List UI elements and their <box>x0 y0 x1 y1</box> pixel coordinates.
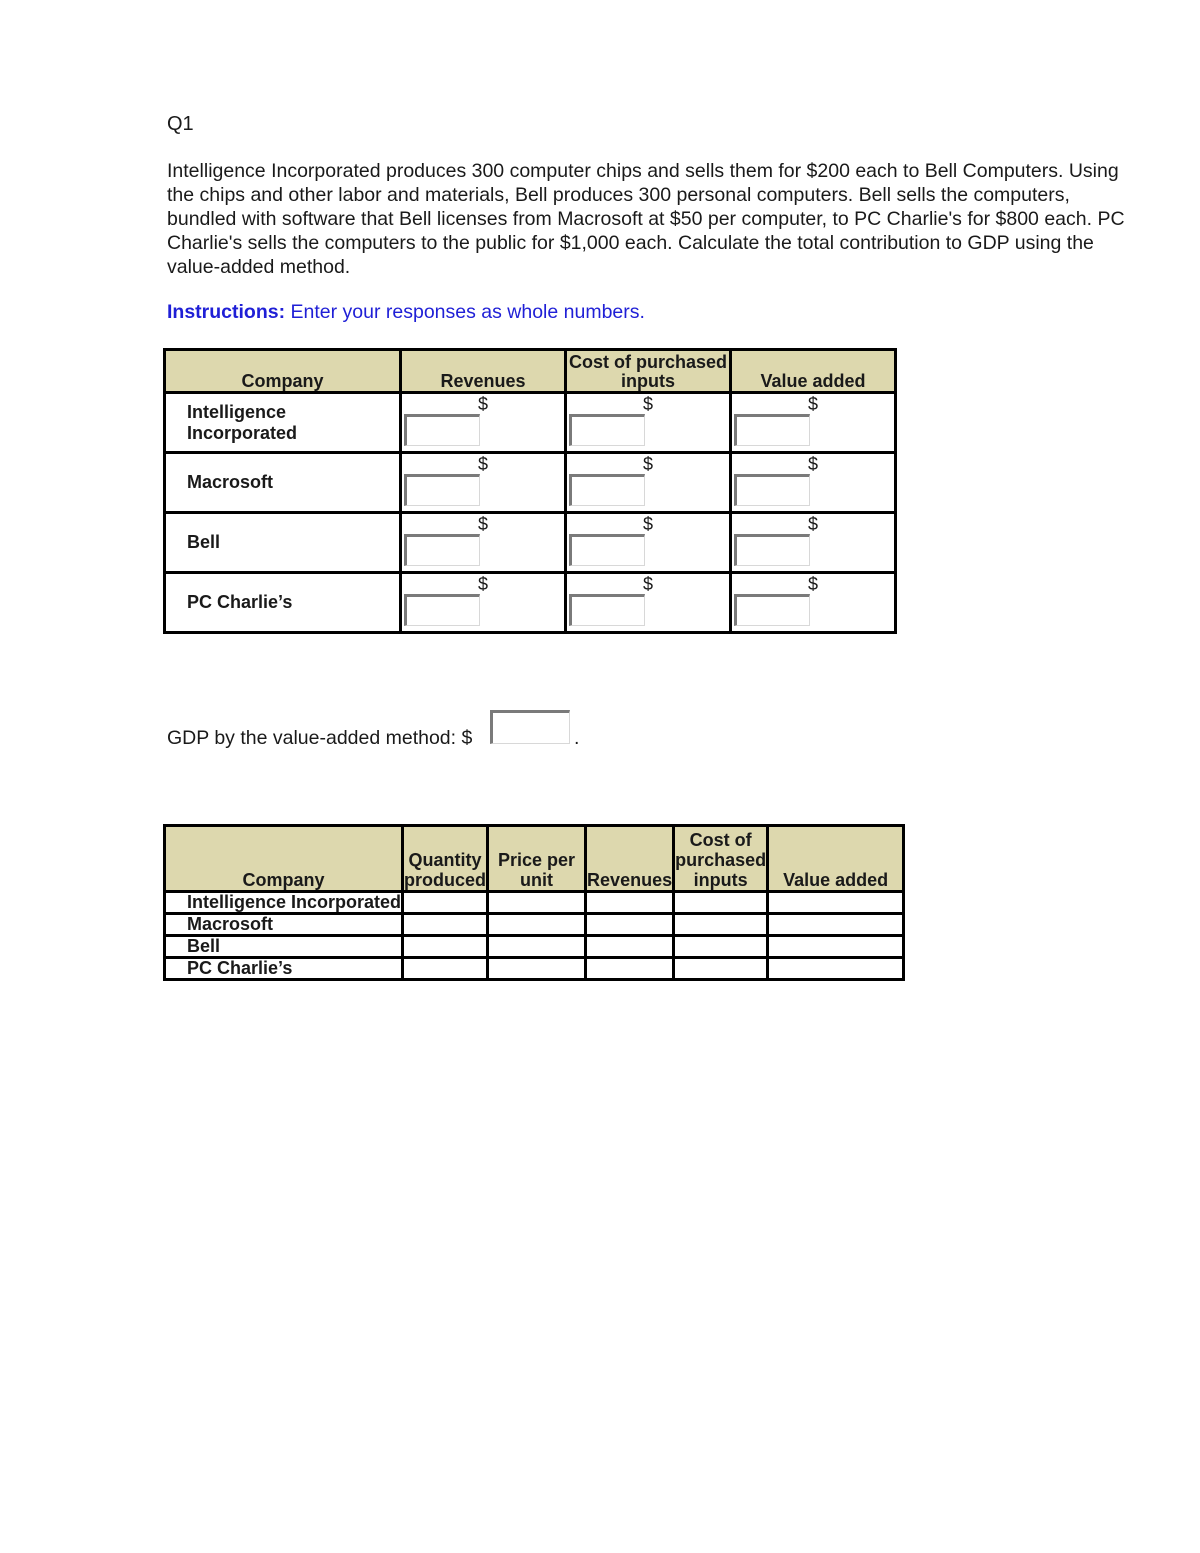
revenues-input[interactable] <box>404 534 480 566</box>
cost-input[interactable] <box>569 414 645 446</box>
gdp-input[interactable] <box>490 710 570 744</box>
currency-symbol: $ <box>642 574 653 594</box>
header-value-added: Value added <box>768 826 904 892</box>
value-added-cell[interactable] <box>768 936 904 958</box>
gdp-label: GDP by the value-added method: $ <box>167 727 473 749</box>
company-name: Macrosoft <box>165 914 403 936</box>
revenues-cell[interactable] <box>586 892 674 914</box>
company-name: PC Charlie’s <box>165 573 401 633</box>
value-added-input[interactable] <box>734 594 810 626</box>
summary-table <box>163 824 905 981</box>
instructions-label: Instructions: <box>167 301 286 323</box>
question-text: Intelligence Incorporated produces 300 computer chips and sells them for $200 each to Bell Computers. Using the chips and other labor and materials, Bell produces 300 personal computers. Bell sells the computers, bundled with software that Bell licenses from Macrosoft at $50 per computer, to PC Charlie's for $800 each. PC Charlie's sells the computers to the public for $1,000 each. Calculate the total contribution to GDP using the value-added method. <box>167 160 1125 278</box>
currency-symbol: $ <box>807 454 818 474</box>
quantity-cell[interactable] <box>403 914 488 936</box>
quantity-cell[interactable] <box>403 892 488 914</box>
cost-input[interactable] <box>569 474 645 506</box>
company-name: Intelligence Incorporated <box>165 393 401 453</box>
table-row <box>165 958 904 980</box>
price-cell[interactable] <box>488 958 586 980</box>
currency-symbol: $ <box>807 514 818 534</box>
value-added-cell[interactable] <box>768 914 904 936</box>
cost-input[interactable] <box>569 594 645 626</box>
currency-symbol: $ <box>807 574 818 594</box>
currency-symbol: $ <box>642 454 653 474</box>
question-number: Q1 <box>167 113 194 135</box>
value-added-input[interactable] <box>734 474 810 506</box>
cost-cell[interactable] <box>674 914 768 936</box>
company-name: Bell <box>165 513 401 573</box>
table-row <box>165 892 904 914</box>
header-cost-of-purchased-inputs: Cost of purchased inputs <box>674 826 768 892</box>
table-row <box>165 453 896 513</box>
cost-cell[interactable] <box>674 936 768 958</box>
currency-symbol: $ <box>477 514 488 534</box>
table-row <box>165 914 904 936</box>
instructions-text: Enter your responses as whole numbers. <box>285 301 645 323</box>
header-quantity-produced: Quantity produced <box>403 826 488 892</box>
currency-symbol: $ <box>642 394 653 414</box>
value-added-input[interactable] <box>734 534 810 566</box>
quantity-cell[interactable] <box>403 958 488 980</box>
header-cost-of-purchased-inputs: Cost of purchased inputs <box>566 350 731 393</box>
value-added-input[interactable] <box>734 414 810 446</box>
header-company: Company <box>165 350 401 393</box>
revenues-cell[interactable] <box>586 914 674 936</box>
table-row <box>165 393 896 453</box>
table-row <box>165 936 904 958</box>
header-revenues: Revenues <box>586 826 674 892</box>
header-value-added: Value added <box>731 350 896 393</box>
value-added-cell[interactable] <box>768 958 904 980</box>
currency-symbol: $ <box>807 394 818 414</box>
revenues-cell[interactable] <box>586 936 674 958</box>
table-row <box>165 573 896 633</box>
revenues-cell[interactable] <box>586 958 674 980</box>
currency-symbol: $ <box>477 574 488 594</box>
header-company: Company <box>165 826 403 892</box>
cost-input[interactable] <box>569 534 645 566</box>
currency-symbol: $ <box>642 514 653 534</box>
table-row <box>165 513 896 573</box>
company-name: Bell <box>165 936 403 958</box>
quantity-cell[interactable] <box>403 936 488 958</box>
cost-cell[interactable] <box>674 892 768 914</box>
revenues-input[interactable] <box>404 594 480 626</box>
company-name: PC Charlie’s <box>165 958 403 980</box>
price-cell[interactable] <box>488 936 586 958</box>
instructions <box>167 301 645 324</box>
revenues-input[interactable] <box>404 414 480 446</box>
header-revenues: Revenues <box>401 350 566 393</box>
revenues-input[interactable] <box>404 474 480 506</box>
header-price-per-unit: Price per unit <box>488 826 586 892</box>
price-cell[interactable] <box>488 892 586 914</box>
currency-symbol: $ <box>477 454 488 474</box>
gdp-suffix: . <box>574 727 580 749</box>
company-name: Macrosoft <box>165 453 401 513</box>
value-added-cell[interactable] <box>768 892 904 914</box>
currency-symbol: $ <box>477 394 488 414</box>
price-cell[interactable] <box>488 914 586 936</box>
value-added-table <box>163 348 897 634</box>
company-name: Intelligence Incorporated <box>165 892 403 914</box>
cost-cell[interactable] <box>674 958 768 980</box>
